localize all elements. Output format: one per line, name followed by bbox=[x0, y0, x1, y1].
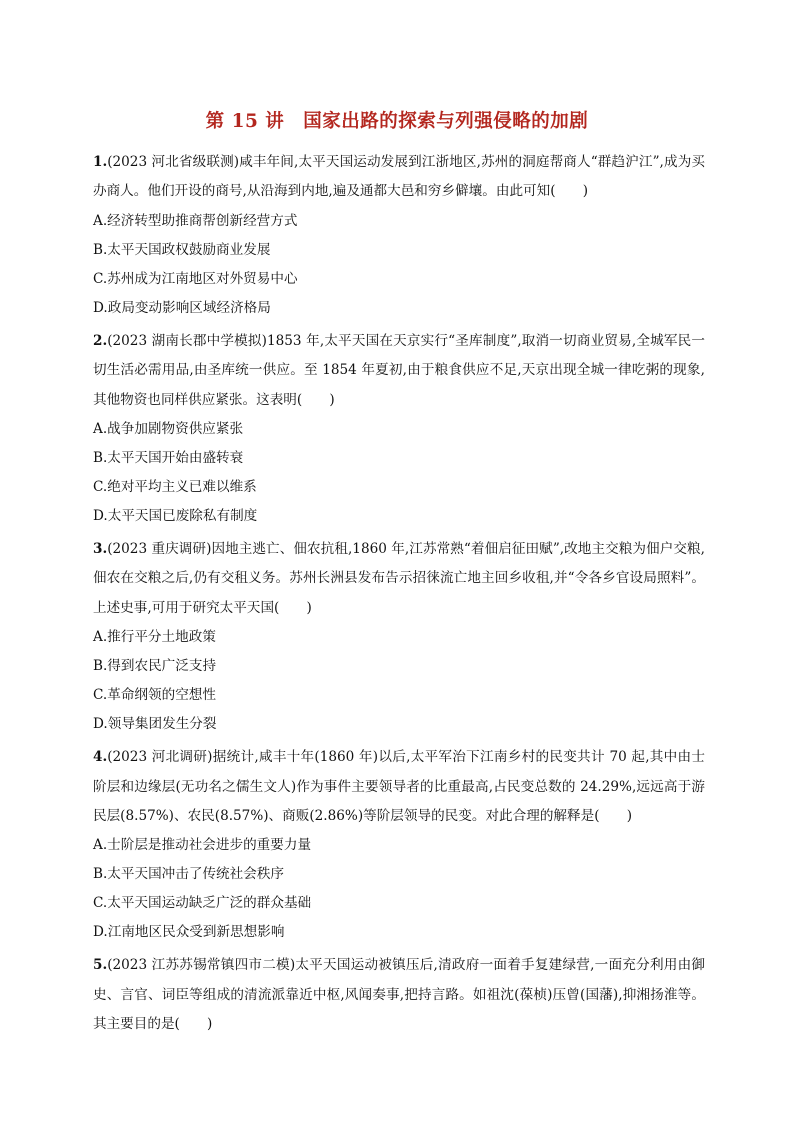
question-text: (2023 河北省级联测)咸丰年间,太平天国运动发展到江浙地区,苏州的洞庭帮商人“群趋沪江”,成为买办商人。他们开设的商号,从沿海到内地,遍及通都大邑和穷乡僻壤。由此可知( ) bbox=[93, 154, 705, 200]
question-stem bbox=[93, 535, 705, 623]
option-b: B.太平天国政权鼓励商业发展 bbox=[93, 241, 271, 258]
option-a: A.推行平分土地政策 bbox=[93, 629, 216, 646]
option-c: C.绝对平均主义已难以维系 bbox=[93, 479, 257, 496]
question-number: 2. bbox=[93, 332, 108, 349]
question-stem bbox=[93, 951, 705, 1039]
option-c: C.革命纲领的空想性 bbox=[93, 687, 216, 704]
option-b: B.太平天国冲击了传统社会秩序 bbox=[93, 866, 285, 883]
question-1 bbox=[93, 148, 705, 323]
question-text: (2023 重庆调研)因地主逃亡、佃农抗租,1860 年,江苏常熟“着佃启征田赋”,改地主交粮为佃户交粮,佃农在交粮之后,仍有交租义务。苏州长洲县发布告示招徕流亡地主回乡收租,并“令各乡官设局照料”。上述史事,可用于研究太平天国( ) bbox=[93, 541, 705, 616]
option-d: D.太平天国已废除私有制度 bbox=[93, 508, 258, 525]
question-stem bbox=[93, 743, 705, 831]
option-a: A.士阶层是推动社会进步的重要力量 bbox=[93, 837, 312, 854]
option-b: B.太平天国开始由盛转衰 bbox=[93, 450, 244, 467]
question-stem bbox=[93, 148, 705, 207]
question-number: 3. bbox=[93, 541, 108, 558]
question-number: 5. bbox=[93, 957, 108, 974]
page-title: 第 15 讲 国家出路的探索与列强侵略的加剧 bbox=[205, 111, 589, 132]
question-list bbox=[93, 148, 705, 1044]
option-c: C.苏州成为江南地区对外贸易中心 bbox=[93, 270, 298, 287]
question-text: (2023 江苏苏锡常镇四市二模)太平天国运动被镇压后,清政府一面着手复建绿营,一面充分利用由御史、言官、词臣等组成的清流派靠近中枢,风闻奏事,把持言路。如祖沈(葆桢)压曾(国藩),抑湘扬淮等。其主要目的是( ) bbox=[93, 957, 705, 1033]
question-3 bbox=[93, 535, 705, 739]
option-d: D.政局变动影响区域经济格局 bbox=[93, 299, 271, 316]
option-b: B.得到农民广泛支持 bbox=[93, 658, 217, 675]
question-4 bbox=[93, 743, 705, 947]
question-text: (2023 湖南长郡中学模拟)1853 年,太平天国在天京实行“圣库制度”,取消一切商业贸易,全城军民一切生活必需用品,由圣库统一供应。至 1854 年夏初,由于粮食供应不足,天京出现全城一律吃粥的现象,其他物资也同样供应紧张。这表明( ) bbox=[93, 332, 705, 408]
question-stem bbox=[93, 327, 705, 415]
option-c: C.太平天国运动缺乏广泛的群众基础 bbox=[93, 895, 312, 912]
question-number: 4. bbox=[93, 749, 108, 766]
option-a: A.经济转型助推商帮创新经营方式 bbox=[93, 212, 298, 229]
option-a: A.战争加剧物资供应紧张 bbox=[93, 421, 244, 438]
option-d: D.领导集团发生分裂 bbox=[93, 716, 217, 733]
question-number: 1. bbox=[93, 154, 108, 170]
question-text: (2023 河北调研)据统计,咸丰十年(1860 年)以后,太平军治下江南乡村的民变共计 70 起,其中由士阶层和边缘层(无功名之儒生文人)作为事件主要领导者的比重最高,占民变总数的 24.29%,远远高于游民层(8.57%)、农民(8.57%)、商贩(2.86%)等阶层领导的民变。对此合理的解释是( ) bbox=[93, 749, 705, 825]
question-5 bbox=[93, 951, 705, 1039]
question-2 bbox=[93, 327, 705, 531]
option-d: D.江南地区民众受到新思想影响 bbox=[93, 924, 285, 941]
